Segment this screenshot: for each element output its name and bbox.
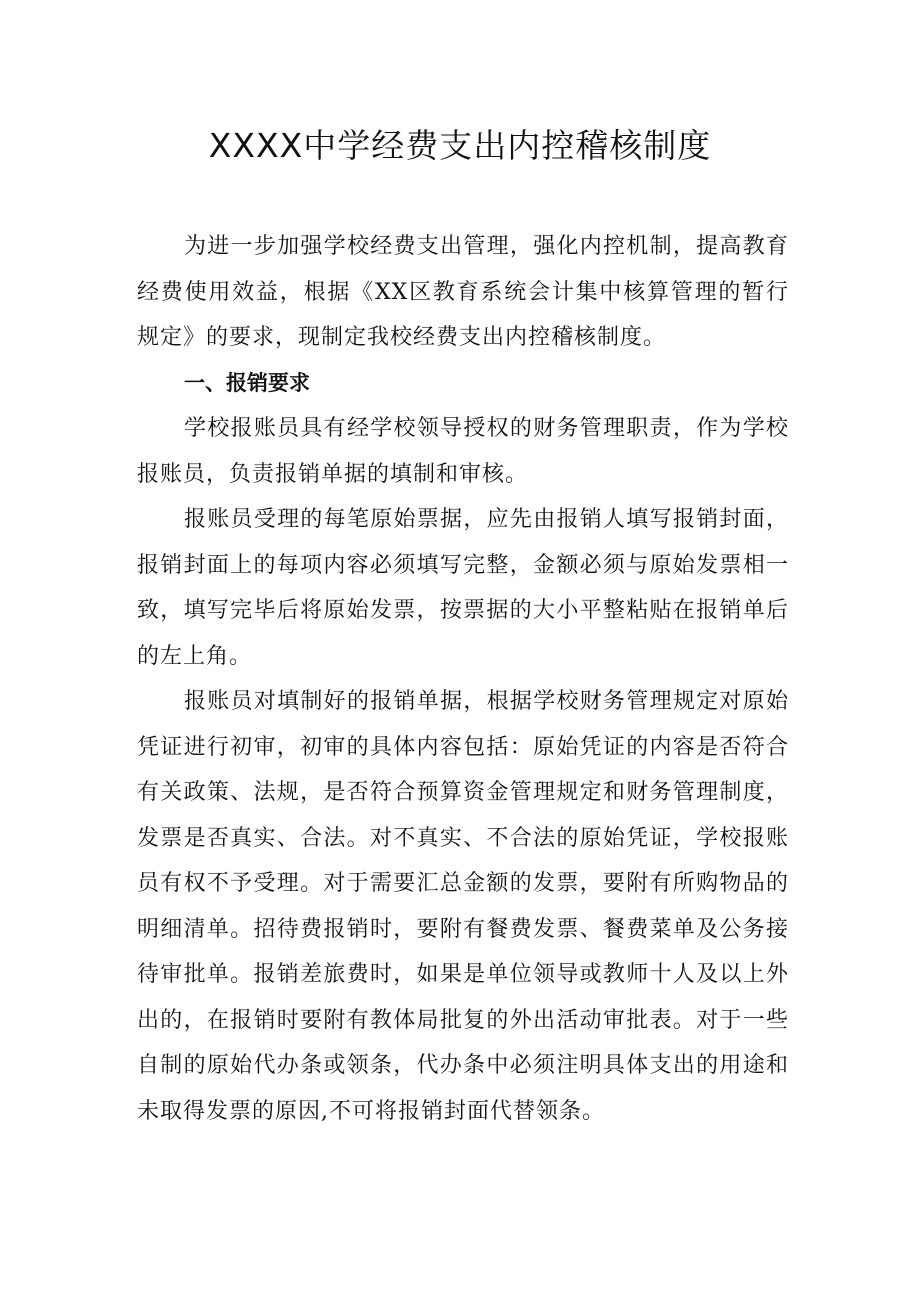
section-heading-reimbursement: 一、报销要求 — [184, 370, 310, 395]
intro-paragraph: 为进一步加强学校经费支出管理，强化内控机制，提高教育经费使用效益，根据《XX区教育系统会计集中核算管理的暂行规定》的要求，现制定我校经费支出内控稽核制度。 — [137, 234, 789, 350]
paragraph-preliminary-review: 报账员对填制好的报销单据，根据学校财务管理规定对原始凭证进行初审，初审的具体内容包括：原始凭证的内容是否符合有关政策、法规，是否符合预算资金管理规定和财务管理制度，发票是否真实、合法。对不真实、不合法的原始凭证，学校报账员有权不予受理。对于需要汇总金额的发票，要附有所购物品的明细清单。招待费报销时，要附有餐费发票、餐费菜单及公务接待审批单。报销差旅费时，如果是单位领导或教师十人及以上外出的，在报销时要附有教体局批复的外出活动审批表。对于一些自制的原始代办条或领条，代办条中必须注明具体支出的用途和未取得发票的原因,不可将报销封面代替领条。 — [137, 689, 789, 1124]
paragraph-receipt-handling: 报账员受理的每笔原始票据，应先由报销人填写报销封面，报销封面上的每项内容必须填写完整，金额必须与原始发票相一致，填写完毕后将原始发票，按票据的大小平整粘贴在报销单后的左上角。 — [137, 507, 789, 669]
paragraph-clerk-duties: 学校报账员具有经学校领导授权的财务管理职责，作为学校报账员，负责报销单据的填制和审核。 — [137, 416, 789, 487]
document-title: XXXX中学经费支出内控稽核制度 — [208, 126, 712, 165]
document-body — [137, 224, 789, 1134]
